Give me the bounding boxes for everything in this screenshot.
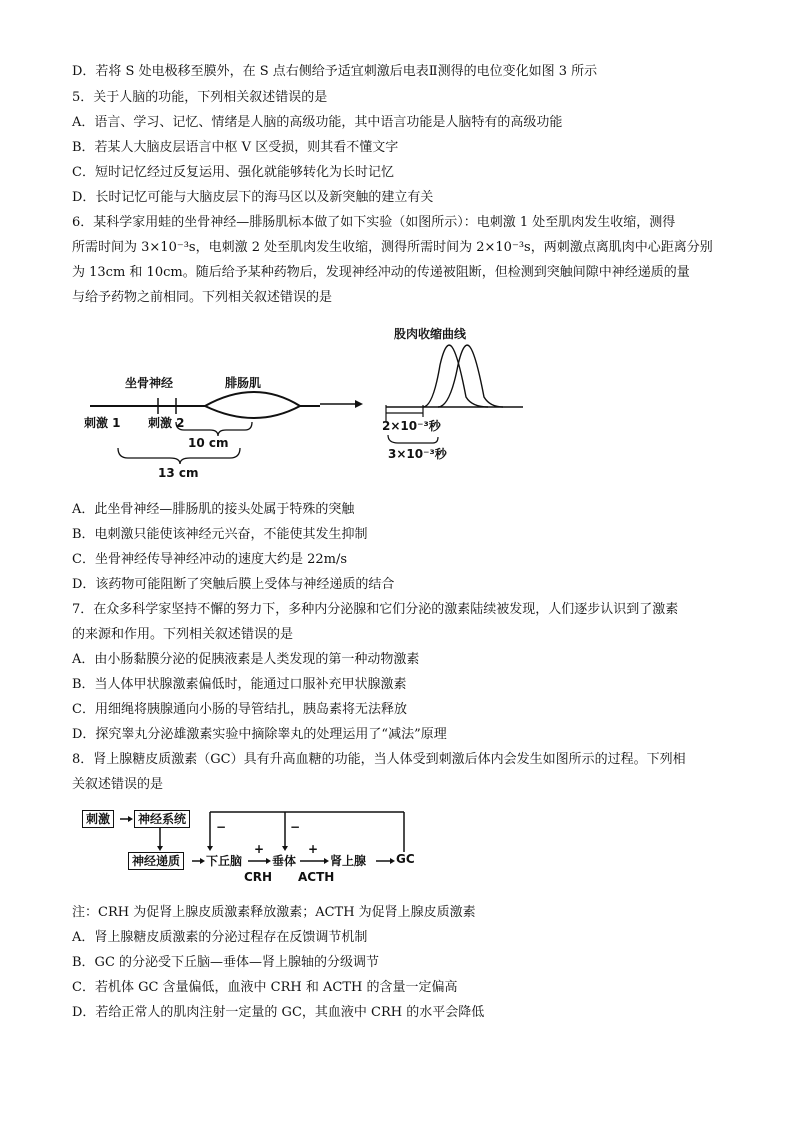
q6-option-d: D．该药物可能阻断了突触后膜上受体与神经递质的结合 xyxy=(72,577,395,592)
q5-option-a: A．语言、学习、记忆、情绪是人脑的高级功能，其中语言功能是人脑特有的高级功能 xyxy=(72,115,563,130)
stimulus-1-label: 刺激 1 xyxy=(84,416,121,430)
minus-sign: − xyxy=(290,820,301,834)
q7-option-a: A．由小肠黏膜分泌的促胰液素是人类发现的第一种动物激素 xyxy=(72,652,420,667)
q6-option-b: B．电刺激只能使该神经元兴奋，不能使其发生抑制 xyxy=(72,527,368,542)
q7-option-c: C．用细绳将胰腺通向小肠的导管结扎，胰岛素将无法释放 xyxy=(72,702,407,717)
distance-10cm-label: 10 cm xyxy=(188,436,229,450)
pituitary-label: 垂体 xyxy=(272,854,297,868)
q8-stem-line: 8．肾上腺糖皮质激素（GC）具有升高血糖的功能，当人体受到刺激后体内会发生如图所示的过程。下列相 xyxy=(72,752,686,767)
q7-option-b: B．当人体甲状腺激素偏低时，能通过口服补充甲状腺激素 xyxy=(72,677,407,692)
q8-stem-line: 关叙述错误的是 xyxy=(72,777,164,792)
acth-label: ACTH xyxy=(298,870,335,884)
q5-option-d: D．长时记忆可能与大脑皮层下的海马区以及新突触的建立有关 xyxy=(72,190,434,205)
plus-sign: + xyxy=(254,842,265,856)
time-3ms-label: 3×10⁻³秒 xyxy=(388,447,447,461)
q6-option-a: A．此坐骨神经—腓肠肌的接头处属于特殊的突触 xyxy=(72,502,355,517)
q5-option-c: C．短时记忆经过反复运用、强化就能够转化为长时记忆 xyxy=(72,165,394,180)
q6-stem-line: 为 13cm 和 10cm。随后给予某种药物后，发现神经冲动的传递被阻断，但检测到突触间隙中神经递质的量 xyxy=(72,265,690,280)
crh-label: CRH xyxy=(244,870,273,884)
q7-stem-line: 的来源和作用。下列相关叙述错误的是 xyxy=(72,627,294,642)
q8-option-c: C．若机体 GC 含量偏低，血液中 CRH 和 ACTH 的含量一定偏高 xyxy=(72,980,458,995)
q6-stem-line: 6．某科学家用蛙的坐骨神经—腓肠肌标本做了如下实验（如图所示）：电刺激 1 处至肌肉发生收缩，测得 xyxy=(72,215,676,230)
nervous-system-box: 神经系统 xyxy=(134,810,190,828)
adrenal-label: 肾上腺 xyxy=(330,854,367,868)
gc-label: GC xyxy=(396,852,415,866)
hypothalamus-label: 下丘脑 xyxy=(206,854,243,868)
q8-option-a: A．肾上腺糖皮质激素的分泌过程存在反馈调节机制 xyxy=(72,930,368,945)
q7-option-d: D．探究睾丸分泌雄激素实验中摘除睾丸的处理运用了“减法”原理 xyxy=(72,727,447,742)
q5-stem: 5．关于人脑的功能，下列相关叙述错误的是 xyxy=(72,90,328,105)
plus-sign: + xyxy=(308,842,319,856)
time-2ms-label: 2×10⁻³秒 xyxy=(382,419,441,433)
sciatic-nerve-label: 坐骨神经 xyxy=(125,376,174,390)
q6-stem-line: 与给予药物之前相同。下列相关叙述错误的是 xyxy=(72,290,333,305)
stimulus-box: 刺激 xyxy=(82,810,114,828)
gastrocnemius-label: 腓肠肌 xyxy=(225,376,262,390)
q5-option-b: B．若某人大脑皮层语言中枢 V 区受损，则其看不懂文字 xyxy=(72,140,399,155)
hpa-axis-figure xyxy=(78,806,438,890)
contraction-curve-figure xyxy=(378,325,528,475)
q7-stem-line: 7．在众多科学家坚持不懈的努力下，多种内分泌腺和它们分泌的激素陆续被发现，人们逐步认识到了激素 xyxy=(72,602,679,617)
curve-title: 股肉收缩曲线 xyxy=(394,327,467,341)
q8-option-d: D．若给正常人的肌肉注射一定量的 GC，其血液中 CRH 的水平会降低 xyxy=(72,1005,485,1020)
neurotransmitter-box: 神经递质 xyxy=(128,852,184,870)
stimulus-2-label: 刺激 2 xyxy=(148,416,185,430)
q8-note: 注：CRH 为促肾上腺皮质激素释放激素；ACTH 为促肾上腺皮质激素 xyxy=(72,905,476,920)
distance-13cm-label: 13 cm xyxy=(158,466,199,480)
minus-sign: − xyxy=(216,820,227,834)
q8-option-b: B．GC 的分泌受下丘脑—垂体—肾上腺轴的分级调节 xyxy=(72,955,380,970)
q4-option-d: D．若将 S 处电极移至膜外，在 S 点右侧给予适宜刺激后电表Ⅱ测得的电位变化如图 3 所示 xyxy=(72,64,598,79)
q6-stem-line: 所需时间为 3×10⁻³s，电刺激 2 处至肌肉发生收缩，测得所需时间为 2×10⁻³s，两刺激点离肌肉中心距离分别 xyxy=(72,240,713,255)
q6-option-c: C．坐骨神经传导神经冲动的速度大约是 22m/s xyxy=(72,552,347,567)
